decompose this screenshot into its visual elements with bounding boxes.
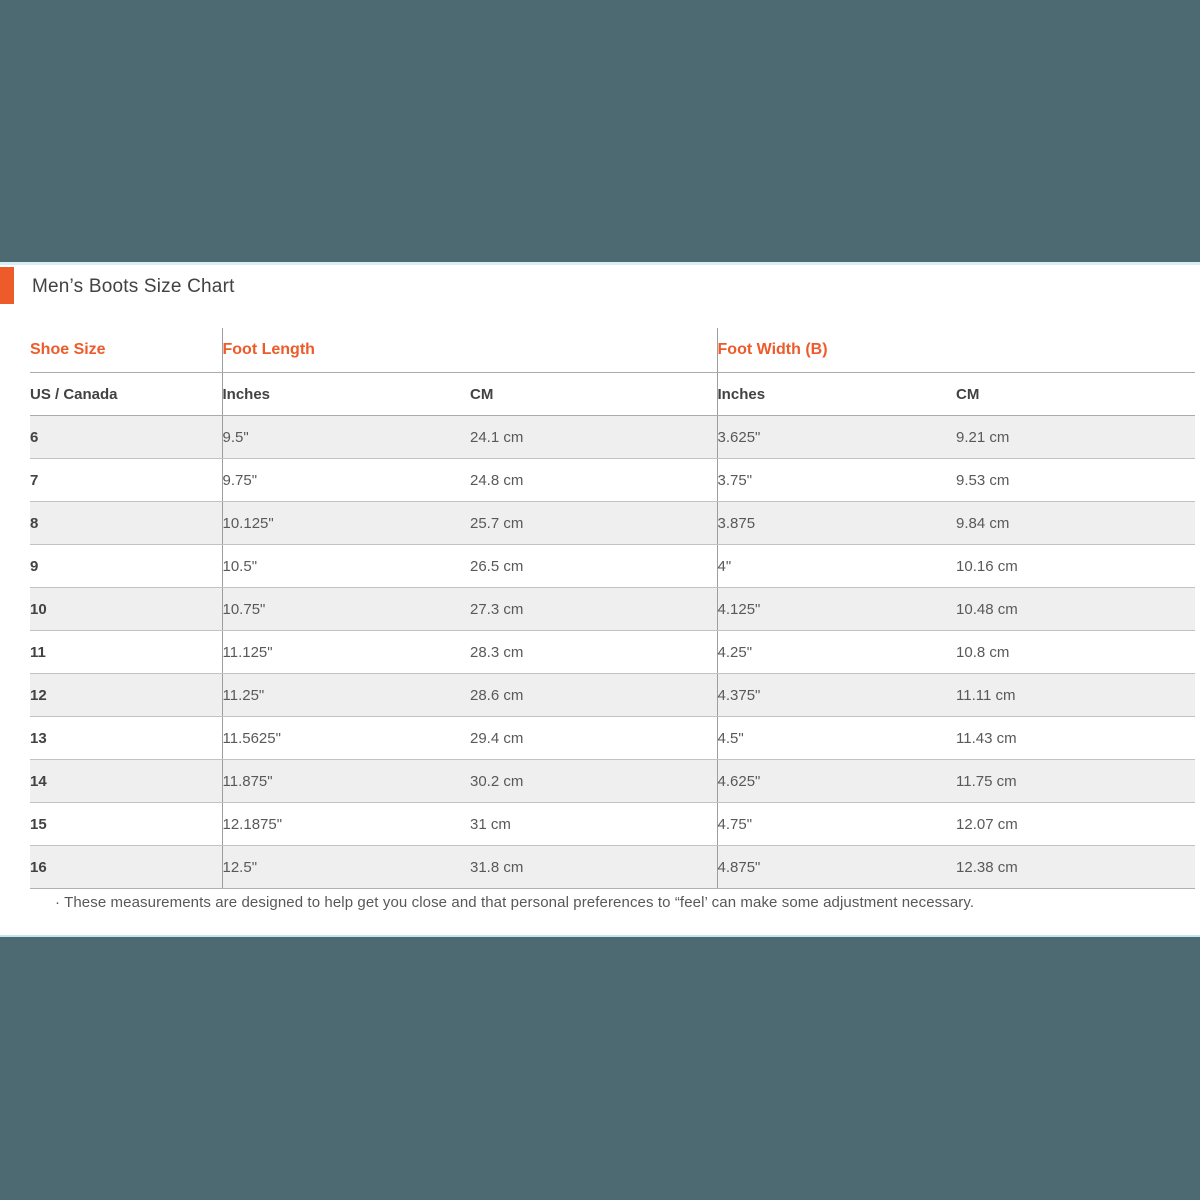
length-inches-cell: 11.875" xyxy=(222,760,470,803)
size-cell: 11 xyxy=(30,631,222,674)
length-cm-cell: 29.4 cm xyxy=(470,717,717,760)
width-inches-cell: 3.875 xyxy=(717,502,956,545)
size-cell: 7 xyxy=(30,459,222,502)
length-inches-cell: 10.5" xyxy=(222,545,470,588)
size-chart-panel xyxy=(0,262,1200,937)
sub-header-us-canada: US / Canada xyxy=(30,373,222,416)
table-row xyxy=(30,717,1195,760)
section-header-shoe-size: Shoe Size xyxy=(30,328,222,373)
length-inches-cell: 11.25" xyxy=(222,674,470,717)
width-inches-cell: 4.375" xyxy=(717,674,956,717)
measurement-footnote: · These measurements are designed to help get you close and that personal preferences to “feel’ can make some adjustment necessary. xyxy=(55,894,975,911)
sub-header-width-inches: Inches xyxy=(717,373,956,416)
length-inches-cell: 12.1875" xyxy=(222,803,470,846)
table-row xyxy=(30,416,1195,459)
length-inches-cell: 11.125" xyxy=(222,631,470,674)
length-inches-cell: 9.5" xyxy=(222,416,470,459)
length-cm-cell: 31.8 cm xyxy=(470,846,717,889)
table-row xyxy=(30,631,1195,674)
width-inches-cell: 3.75" xyxy=(717,459,956,502)
width-cm-cell: 12.38 cm xyxy=(956,846,1195,889)
table-row xyxy=(30,674,1195,717)
table-row xyxy=(30,502,1195,545)
table-row xyxy=(30,459,1195,502)
width-inches-cell: 4.25" xyxy=(717,631,956,674)
table-row xyxy=(30,760,1195,803)
width-cm-cell: 10.48 cm xyxy=(956,588,1195,631)
size-cell: 13 xyxy=(30,717,222,760)
sub-header-row xyxy=(30,373,1195,416)
length-cm-cell: 25.7 cm xyxy=(470,502,717,545)
length-cm-cell: 30.2 cm xyxy=(470,760,717,803)
width-cm-cell: 11.75 cm xyxy=(956,760,1195,803)
width-cm-cell: 9.53 cm xyxy=(956,459,1195,502)
length-cm-cell: 28.3 cm xyxy=(470,631,717,674)
length-cm-cell: 24.1 cm xyxy=(470,416,717,459)
size-cell: 8 xyxy=(30,502,222,545)
page-title: Men’s Boots Size Chart xyxy=(32,276,235,297)
size-cell: 6 xyxy=(30,416,222,459)
size-cell: 10 xyxy=(30,588,222,631)
table-row xyxy=(30,588,1195,631)
width-cm-cell: 10.16 cm xyxy=(956,545,1195,588)
table-row xyxy=(30,545,1195,588)
table-row xyxy=(30,803,1195,846)
size-cell: 15 xyxy=(30,803,222,846)
size-cell: 9 xyxy=(30,545,222,588)
width-cm-cell: 9.21 cm xyxy=(956,416,1195,459)
length-cm-cell: 26.5 cm xyxy=(470,545,717,588)
sub-header-length-cm: CM xyxy=(470,373,717,416)
width-cm-cell: 11.11 cm xyxy=(956,674,1195,717)
sub-header-width-cm: CM xyxy=(956,373,1195,416)
width-inches-cell: 4" xyxy=(717,545,956,588)
width-inches-cell: 4.625" xyxy=(717,760,956,803)
length-cm-cell: 31 cm xyxy=(470,803,717,846)
table-row xyxy=(30,846,1195,889)
length-cm-cell: 28.6 cm xyxy=(470,674,717,717)
width-cm-cell: 12.07 cm xyxy=(956,803,1195,846)
width-cm-cell: 11.43 cm xyxy=(956,717,1195,760)
size-cell: 16 xyxy=(30,846,222,889)
length-inches-cell: 10.125" xyxy=(222,502,470,545)
length-cm-cell: 27.3 cm xyxy=(470,588,717,631)
sub-header-length-inches: Inches xyxy=(222,373,470,416)
size-cell: 12 xyxy=(30,674,222,717)
width-cm-cell: 9.84 cm xyxy=(956,502,1195,545)
size-cell: 14 xyxy=(30,760,222,803)
section-header-foot-length: Foot Length xyxy=(222,328,717,373)
width-inches-cell: 4.75" xyxy=(717,803,956,846)
section-header-foot-width: Foot Width (B) xyxy=(717,328,1195,373)
length-inches-cell: 12.5" xyxy=(222,846,470,889)
length-inches-cell: 10.75" xyxy=(222,588,470,631)
size-chart-table xyxy=(30,328,1195,889)
length-inches-cell: 11.5625" xyxy=(222,717,470,760)
width-cm-cell: 10.8 cm xyxy=(956,631,1195,674)
length-cm-cell: 24.8 cm xyxy=(470,459,717,502)
length-inches-cell: 9.75" xyxy=(222,459,470,502)
width-inches-cell: 3.625" xyxy=(717,416,956,459)
width-inches-cell: 4.875" xyxy=(717,846,956,889)
width-inches-cell: 4.5" xyxy=(717,717,956,760)
orange-accent-bar xyxy=(0,267,14,304)
section-header-row xyxy=(30,328,1195,373)
width-inches-cell: 4.125" xyxy=(717,588,956,631)
